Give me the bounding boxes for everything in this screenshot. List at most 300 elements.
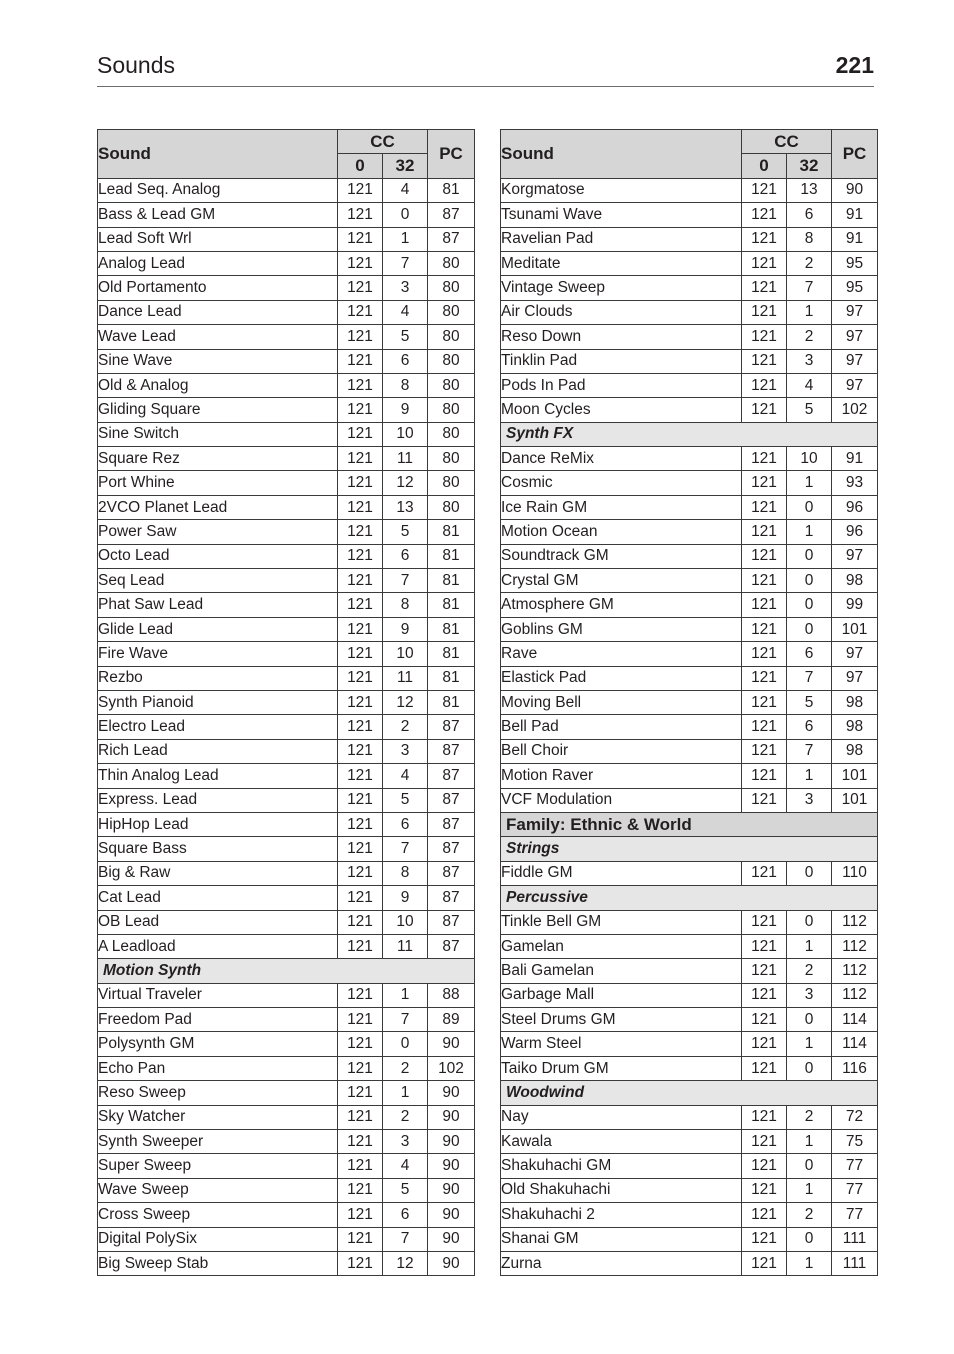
sound-name-cell: HipHop Lead	[98, 812, 338, 836]
table-row	[501, 1130, 878, 1154]
sound-name-cell: Tinklin Pad	[501, 349, 742, 373]
cc32-cell: 1	[383, 227, 428, 251]
sound-name-cell: Bali Gamelan	[501, 959, 742, 983]
category-header-row	[501, 422, 878, 446]
cc32-cell: 2	[787, 325, 832, 349]
cc0-cell: 121	[742, 325, 787, 349]
sound-name-cell: Port Whine	[98, 471, 338, 495]
cc32-cell: 3	[787, 349, 832, 373]
cc32-cell: 0	[787, 495, 832, 519]
pc-cell: 80	[428, 398, 475, 422]
cc0-cell: 121	[338, 788, 383, 812]
cc32-cell: 13	[383, 495, 428, 519]
page-title: Sounds	[97, 52, 176, 78]
sound-name-cell: Dance ReMix	[501, 447, 742, 471]
cc0-cell: 121	[338, 251, 383, 275]
table-row	[98, 886, 475, 910]
cc32-cell: 11	[383, 447, 428, 471]
table-row	[98, 300, 475, 324]
cc32-cell: 0	[787, 569, 832, 593]
cc32-cell: 0	[787, 1154, 832, 1178]
table-row	[501, 739, 878, 763]
pc-cell: 110	[832, 861, 878, 885]
cc0-cell: 121	[742, 1154, 787, 1178]
cc32-cell: 5	[787, 398, 832, 422]
sound-name-cell: Square Bass	[98, 837, 338, 861]
pc-cell: 89	[428, 1008, 475, 1032]
table-row	[98, 861, 475, 885]
cc0-cell: 121	[742, 1056, 787, 1080]
cc0-cell: 121	[338, 276, 383, 300]
table-row	[98, 447, 475, 471]
sound-name-cell: Synth Sweeper	[98, 1130, 338, 1154]
cc0-cell: 121	[338, 593, 383, 617]
cc32-cell: 6	[787, 642, 832, 666]
table-row	[501, 520, 878, 544]
sound-name-cell: Elastick Pad	[501, 666, 742, 690]
pc-cell: 87	[428, 886, 475, 910]
cc0-cell: 121	[742, 447, 787, 471]
cc0-cell: 121	[742, 203, 787, 227]
cc32-cell: 8	[383, 593, 428, 617]
table-row	[98, 471, 475, 495]
table-row	[501, 203, 878, 227]
table-row	[98, 983, 475, 1007]
cc0-cell: 121	[742, 1227, 787, 1251]
cc0-cell: 121	[338, 544, 383, 568]
sound-name-cell: Pods In Pad	[501, 373, 742, 397]
cc0-cell: 121	[742, 1008, 787, 1032]
sound-name-cell: Moving Bell	[501, 690, 742, 714]
sound-name-cell: Rich Lead	[98, 739, 338, 763]
cc32-cell: 6	[787, 203, 832, 227]
cc0-cell: 121	[338, 1251, 383, 1275]
sound-name-cell: Crystal GM	[501, 569, 742, 593]
cc32-cell: 0	[787, 617, 832, 641]
sound-name-cell: Seq Lead	[98, 569, 338, 593]
sound-name-cell: OB Lead	[98, 910, 338, 934]
table-row	[501, 934, 878, 958]
pc-cell: 90	[428, 1081, 475, 1105]
sound-name-cell: Sine Switch	[98, 422, 338, 446]
cc0-cell: 121	[742, 251, 787, 275]
pc-cell: 88	[428, 983, 475, 1007]
cc0-cell: 121	[338, 1081, 383, 1105]
table-row	[501, 373, 878, 397]
pc-cell: 90	[428, 1130, 475, 1154]
cc32-cell: 6	[383, 1203, 428, 1227]
cc0-cell: 121	[338, 886, 383, 910]
page-header	[97, 50, 874, 87]
cc32-cell: 10	[383, 642, 428, 666]
sound-name-cell: Tinkle Bell GM	[501, 910, 742, 934]
pc-cell: 90	[428, 1105, 475, 1129]
sound-name-cell: Power Saw	[98, 520, 338, 544]
cc0-cell: 121	[742, 569, 787, 593]
cc32-cell: 1	[787, 1130, 832, 1154]
cc32-cell: 2	[787, 959, 832, 983]
pc-cell: 90	[428, 1227, 475, 1251]
cc32-cell: 4	[383, 1154, 428, 1178]
table-row	[501, 1056, 878, 1080]
cc32-cell: 0	[787, 544, 832, 568]
sound-name-cell: Octo Lead	[98, 544, 338, 568]
cc0-cell: 121	[742, 666, 787, 690]
cc32-cell: 9	[383, 398, 428, 422]
pc-cell: 112	[832, 959, 878, 983]
table-row	[98, 325, 475, 349]
sound-name-cell: Korgmatose	[501, 178, 742, 202]
pc-cell: 87	[428, 764, 475, 788]
sound-name-cell: Gliding Square	[98, 398, 338, 422]
table-row	[98, 1251, 475, 1275]
sound-name-cell: Tsunami Wave	[501, 203, 742, 227]
cc0-cell: 121	[338, 1227, 383, 1251]
sound-name-cell: Super Sweep	[98, 1154, 338, 1178]
sound-name-cell: Freedom Pad	[98, 1008, 338, 1032]
pc-cell: 116	[832, 1056, 878, 1080]
pc-cell: 93	[832, 471, 878, 495]
pc-cell: 95	[832, 276, 878, 300]
cc0-cell: 121	[338, 837, 383, 861]
sound-name-cell: Big & Raw	[98, 861, 338, 885]
pc-cell: 80	[428, 251, 475, 275]
table-row	[98, 715, 475, 739]
table-row	[501, 325, 878, 349]
cc32-column-header: 32	[787, 154, 832, 178]
cc32-cell: 7	[383, 251, 428, 275]
cc0-cell: 121	[338, 203, 383, 227]
sound-name-cell: Fire Wave	[98, 642, 338, 666]
right-table-body	[501, 178, 878, 1276]
table-row	[98, 178, 475, 202]
cc32-cell: 0	[787, 1008, 832, 1032]
pc-cell: 112	[832, 983, 878, 1007]
pc-cell: 112	[832, 934, 878, 958]
sound-name-cell: Wave Lead	[98, 325, 338, 349]
pc-cell: 96	[832, 495, 878, 519]
cc0-cell: 121	[338, 227, 383, 251]
cc0-cell: 121	[338, 471, 383, 495]
cc0-cell: 121	[338, 325, 383, 349]
cc0-column-header: 0	[742, 154, 787, 178]
table-row	[98, 837, 475, 861]
sound-name-cell: Polysynth GM	[98, 1032, 338, 1056]
cc0-cell: 121	[742, 910, 787, 934]
cc32-cell: 0	[787, 910, 832, 934]
table-row	[98, 764, 475, 788]
table-row	[98, 739, 475, 763]
cc0-cell: 121	[338, 1032, 383, 1056]
cc0-cell: 121	[742, 349, 787, 373]
cc32-cell: 3	[383, 276, 428, 300]
category-header-row	[501, 837, 878, 861]
cc0-cell: 121	[338, 934, 383, 958]
sound-name-cell: Lead Soft Wrl	[98, 227, 338, 251]
table-row	[98, 642, 475, 666]
pc-cell: 87	[428, 739, 475, 763]
table-row	[98, 1032, 475, 1056]
pc-cell: 98	[832, 569, 878, 593]
sound-name-cell: Air Clouds	[501, 300, 742, 324]
cc32-cell: 7	[383, 1227, 428, 1251]
pc-cell: 90	[428, 1251, 475, 1275]
cc32-cell: 6	[383, 544, 428, 568]
sound-name-cell: Glide Lead	[98, 617, 338, 641]
cc32-cell: 1	[787, 1178, 832, 1202]
cc32-cell: 9	[383, 886, 428, 910]
sound-name-cell: A Leadload	[98, 934, 338, 958]
table-row	[98, 520, 475, 544]
pc-cell: 81	[428, 593, 475, 617]
sound-name-cell: Zurna	[501, 1251, 742, 1275]
cc0-cell: 121	[742, 373, 787, 397]
cc0-cell: 121	[742, 934, 787, 958]
cc32-cell: 12	[383, 471, 428, 495]
cc0-cell: 121	[742, 471, 787, 495]
cc0-cell: 121	[338, 764, 383, 788]
cc0-cell: 121	[742, 520, 787, 544]
category-title: Strings	[501, 837, 878, 861]
table-row	[98, 910, 475, 934]
cc32-cell: 6	[383, 812, 428, 836]
cc0-cell: 121	[338, 642, 383, 666]
cc0-cell: 121	[338, 617, 383, 641]
table-row	[501, 910, 878, 934]
table-row	[501, 983, 878, 1007]
cc32-cell: 6	[383, 349, 428, 373]
cc32-cell: 2	[383, 1056, 428, 1080]
pc-cell: 91	[832, 447, 878, 471]
table-row	[98, 593, 475, 617]
pc-cell: 87	[428, 812, 475, 836]
pc-cell: 81	[428, 690, 475, 714]
pc-cell: 77	[832, 1203, 878, 1227]
sound-name-cell: Moon Cycles	[501, 398, 742, 422]
table-row	[501, 1251, 878, 1275]
category-header-row	[98, 959, 475, 983]
table-row	[98, 203, 475, 227]
pc-column-header: PC	[832, 130, 878, 179]
left-table-body	[98, 178, 475, 1276]
cc0-cell: 121	[338, 812, 383, 836]
table-row	[98, 544, 475, 568]
table-row	[501, 276, 878, 300]
table-row	[501, 764, 878, 788]
pc-cell: 112	[832, 910, 878, 934]
sound-name-cell: 2VCO Planet Lead	[98, 495, 338, 519]
pc-cell: 97	[832, 373, 878, 397]
pc-cell: 87	[428, 934, 475, 958]
pc-cell: 81	[428, 569, 475, 593]
table-row	[501, 495, 878, 519]
sound-name-cell: Steel Drums GM	[501, 1008, 742, 1032]
category-title: Percussive	[501, 886, 878, 910]
table-row	[501, 642, 878, 666]
cc0-cell: 121	[338, 373, 383, 397]
sound-name-cell: Ravelian Pad	[501, 227, 742, 251]
cc0-cell: 121	[742, 593, 787, 617]
cc0-cell: 121	[338, 1154, 383, 1178]
table-row	[98, 569, 475, 593]
table-row	[98, 1203, 475, 1227]
pc-cell: 80	[428, 325, 475, 349]
cc32-cell: 0	[383, 1032, 428, 1056]
category-header-row	[501, 886, 878, 910]
sound-name-cell: Nay	[501, 1105, 742, 1129]
cc0-cell: 121	[742, 642, 787, 666]
sound-name-cell: Echo Pan	[98, 1056, 338, 1080]
cc0-cell: 121	[338, 1203, 383, 1227]
cc0-cell: 121	[742, 227, 787, 251]
pc-cell: 114	[832, 1032, 878, 1056]
cc32-cell: 3	[383, 739, 428, 763]
cc0-cell: 121	[742, 861, 787, 885]
cc32-cell: 1	[787, 1032, 832, 1056]
pc-cell: 80	[428, 349, 475, 373]
sound-name-cell: Digital PolySix	[98, 1227, 338, 1251]
table-row	[98, 1008, 475, 1032]
cc32-cell: 7	[787, 739, 832, 763]
cc0-cell: 121	[742, 544, 787, 568]
sound-name-cell: Rezbo	[98, 666, 338, 690]
cc32-cell: 2	[383, 715, 428, 739]
cc32-cell: 12	[383, 1251, 428, 1275]
sound-name-cell: Phat Saw Lead	[98, 593, 338, 617]
cc0-cell: 121	[742, 788, 787, 812]
cc32-cell: 12	[383, 690, 428, 714]
pc-cell: 90	[428, 1203, 475, 1227]
pc-cell: 80	[428, 373, 475, 397]
table-row	[501, 1203, 878, 1227]
table-row	[98, 227, 475, 251]
cc0-cell: 121	[338, 569, 383, 593]
cc32-cell: 2	[383, 1105, 428, 1129]
sound-name-cell: Wave Sweep	[98, 1178, 338, 1202]
cc32-cell: 1	[787, 300, 832, 324]
sound-name-cell: Shakuhachi 2	[501, 1203, 742, 1227]
sound-name-cell: Sky Watcher	[98, 1105, 338, 1129]
pc-cell: 77	[832, 1178, 878, 1202]
cc32-cell: 0	[787, 861, 832, 885]
cc32-cell: 5	[383, 788, 428, 812]
table-row	[98, 666, 475, 690]
pc-cell: 81	[428, 666, 475, 690]
sound-name-cell: Express. Lead	[98, 788, 338, 812]
cc0-cell: 121	[742, 983, 787, 1007]
cc32-cell: 5	[383, 1178, 428, 1202]
cc0-cell: 121	[338, 739, 383, 763]
table-row	[501, 1178, 878, 1202]
cc32-cell: 0	[787, 1227, 832, 1251]
pc-cell: 97	[832, 325, 878, 349]
sound-name-cell: Bell Pad	[501, 715, 742, 739]
pc-cell: 97	[832, 642, 878, 666]
table-row	[501, 617, 878, 641]
cc0-cell: 121	[742, 1130, 787, 1154]
cc0-cell: 121	[338, 398, 383, 422]
pc-cell: 87	[428, 910, 475, 934]
cc32-cell: 4	[787, 373, 832, 397]
sound-name-cell: Electro Lead	[98, 715, 338, 739]
cc32-cell: 1	[383, 1081, 428, 1105]
sound-name-cell: Lead Seq. Analog	[98, 178, 338, 202]
cc0-cell: 121	[742, 715, 787, 739]
cc32-cell: 0	[383, 203, 428, 227]
cc0-column-header: 0	[338, 154, 383, 178]
cc0-cell: 121	[742, 690, 787, 714]
sound-name-cell: Cosmic	[501, 471, 742, 495]
sound-column-header: Sound	[98, 130, 338, 179]
cc0-cell: 121	[338, 1130, 383, 1154]
pc-cell: 102	[428, 1056, 475, 1080]
pc-cell: 96	[832, 520, 878, 544]
sound-name-cell: VCF Modulation	[501, 788, 742, 812]
table-row	[501, 349, 878, 373]
sound-name-cell: Synth Pianoid	[98, 690, 338, 714]
pc-cell: 97	[832, 666, 878, 690]
pc-cell: 102	[832, 398, 878, 422]
sound-name-cell: Warm Steel	[501, 1032, 742, 1056]
cc32-cell: 3	[787, 983, 832, 1007]
cc0-cell: 121	[742, 1105, 787, 1129]
pc-cell: 87	[428, 203, 475, 227]
cc32-cell: 9	[383, 617, 428, 641]
pc-cell: 81	[428, 520, 475, 544]
pc-cell: 90	[428, 1032, 475, 1056]
sound-name-cell: Old Shakuhachi	[501, 1178, 742, 1202]
sound-name-cell: Taiko Drum GM	[501, 1056, 742, 1080]
table-row	[98, 690, 475, 714]
table-row	[501, 715, 878, 739]
table-row	[501, 471, 878, 495]
table-row	[501, 178, 878, 202]
table-row	[98, 1154, 475, 1178]
table-row	[98, 617, 475, 641]
category-title: Motion Synth	[98, 959, 475, 983]
family-header-row	[501, 812, 878, 836]
cc0-cell: 121	[338, 300, 383, 324]
cc32-cell: 0	[787, 593, 832, 617]
pc-cell: 80	[428, 447, 475, 471]
sound-name-cell: Goblins GM	[501, 617, 742, 641]
table-row	[501, 227, 878, 251]
cc32-cell: 2	[787, 1203, 832, 1227]
table-row	[98, 1130, 475, 1154]
table-row	[501, 788, 878, 812]
sound-name-cell: Fiddle GM	[501, 861, 742, 885]
table-row	[501, 666, 878, 690]
cc32-cell: 4	[383, 300, 428, 324]
pc-cell: 87	[428, 861, 475, 885]
pc-cell: 101	[832, 764, 878, 788]
cc0-cell: 121	[338, 178, 383, 202]
left-sound-table	[97, 129, 475, 1276]
cc0-cell: 121	[338, 349, 383, 373]
pc-cell: 80	[428, 276, 475, 300]
cc32-cell: 10	[383, 910, 428, 934]
cc32-cell: 1	[787, 520, 832, 544]
cc0-cell: 121	[338, 690, 383, 714]
cc0-cell: 121	[338, 1008, 383, 1032]
table-row	[98, 1081, 475, 1105]
cc0-cell: 121	[742, 1251, 787, 1275]
pc-cell: 81	[428, 544, 475, 568]
sound-name-cell: Soundtrack GM	[501, 544, 742, 568]
sound-name-cell: Cross Sweep	[98, 1203, 338, 1227]
pc-cell: 87	[428, 788, 475, 812]
cc32-cell: 4	[383, 178, 428, 202]
